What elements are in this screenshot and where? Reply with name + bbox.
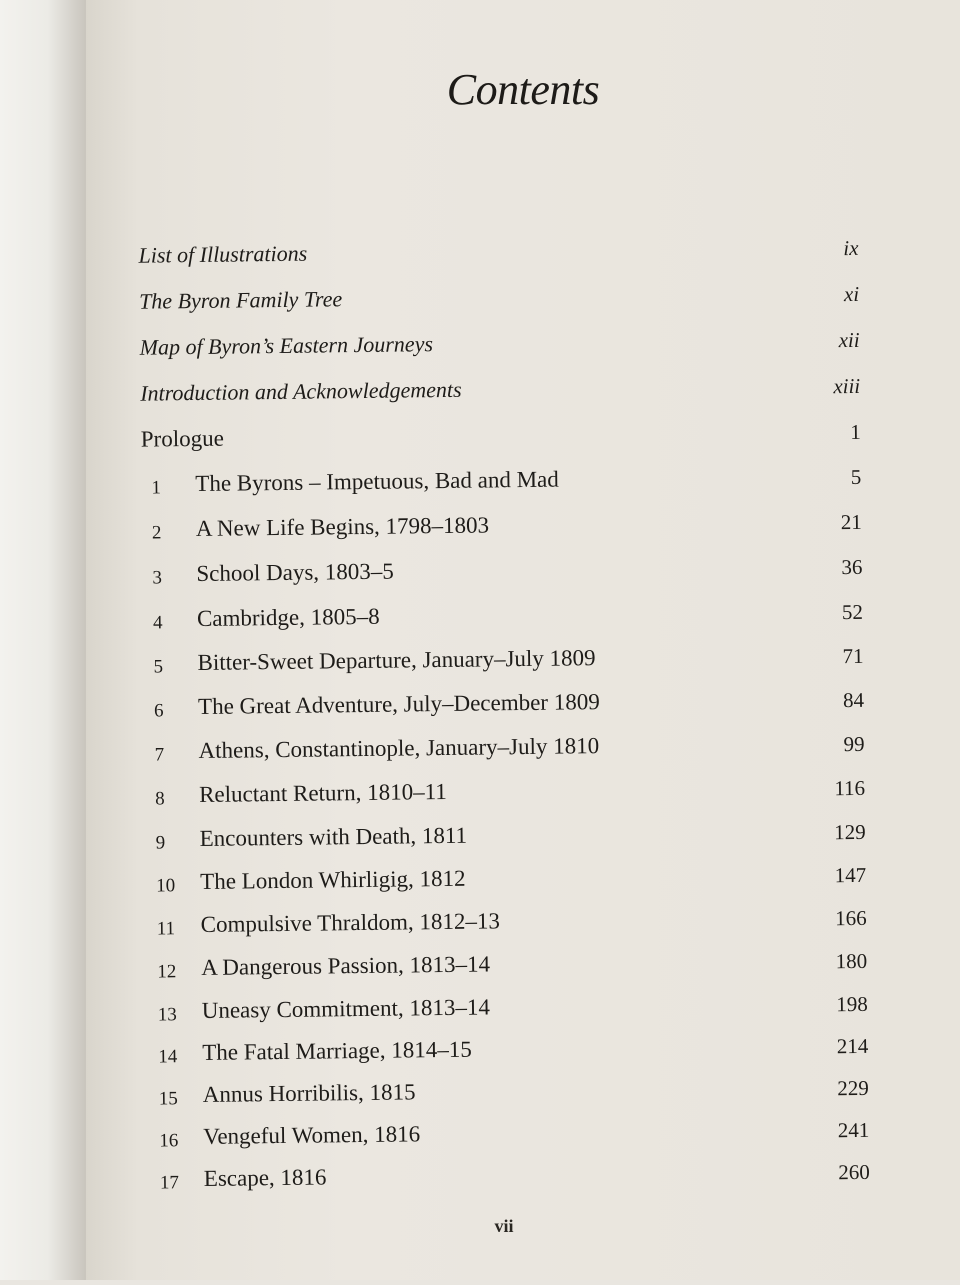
chapter-title: Escape, 1816 — [203, 1164, 327, 1191]
contents-page — [86, 0, 960, 1280]
front-matter-entry — [138, 234, 858, 277]
chapter-page: 180 — [835, 948, 868, 974]
chapter-title: Annus Horribilis, 1815 — [202, 1079, 416, 1107]
chapter-entry — [144, 686, 864, 729]
page-folio: vii — [494, 1216, 514, 1236]
entry-title: The Byron Family Tree — [138, 286, 343, 314]
front-matter-entry — [140, 326, 860, 369]
chapter-entry — [142, 553, 862, 596]
chapter-title: Compulsive Thraldom, 1812–13 — [200, 908, 501, 937]
chapter-entry — [143, 642, 863, 685]
chapter-entry — [146, 818, 866, 861]
chapter-entry — [149, 1116, 869, 1159]
chapter-number: 9 — [155, 832, 166, 854]
chapter-title: The Fatal Marriage, 1814–15 — [202, 1036, 472, 1065]
chapter-page: 21 — [840, 509, 862, 535]
chapter-entry — [149, 1074, 869, 1117]
chapter-number: 14 — [158, 1046, 178, 1068]
chapter-number: 8 — [155, 788, 165, 810]
chapter-entry — [146, 861, 866, 904]
chapter-page: 229 — [837, 1075, 869, 1101]
chapter-number: 16 — [159, 1130, 179, 1152]
chapter-number: 17 — [159, 1172, 180, 1194]
chapter-entry — [150, 1158, 870, 1201]
chapter-page: 241 — [837, 1117, 870, 1143]
chapter-entry — [142, 508, 862, 551]
table-of-contents — [77, 0, 960, 1285]
chapter-page: 214 — [836, 1033, 869, 1059]
chapter-number: 2 — [151, 522, 162, 544]
chapter-number: 13 — [157, 1004, 177, 1026]
page-title: Contents — [446, 65, 600, 114]
chapter-entry — [145, 774, 865, 817]
chapter-title: The Great Adventure, July–December 1809 — [197, 689, 600, 720]
chapter-entry — [147, 947, 867, 990]
chapter-page: 129 — [833, 819, 866, 845]
chapter-title: Encounters with Death, 1811 — [199, 822, 468, 851]
chapter-number: 12 — [157, 961, 177, 983]
chapter-entry — [148, 990, 868, 1033]
chapter-page: 147 — [834, 862, 867, 888]
chapter-number: 15 — [158, 1088, 178, 1110]
chapter-number: 6 — [153, 700, 164, 722]
chapter-number: 1 — [151, 477, 162, 499]
chapter-title: Bitter-Sweet Departure, January–July 1809 — [197, 645, 596, 676]
chapter-page: 71 — [842, 643, 864, 669]
chapter-number: 3 — [152, 567, 163, 589]
facing-page-edge — [0, 0, 86, 1280]
entry-title: List of Illustrations — [138, 240, 308, 268]
chapter-title: A Dangerous Passion, 1813–14 — [201, 951, 491, 980]
chapter-page: 198 — [836, 991, 868, 1017]
chapter-entry — [143, 598, 863, 641]
chapter-page: 5 — [850, 464, 862, 490]
chapter-entry — [148, 1032, 868, 1075]
chapter-page: 36 — [841, 554, 863, 580]
entry-title: Introduction and Acknowledgements — [140, 376, 462, 406]
entry-title: Map of Byron’s Eastern Journeys — [139, 331, 434, 360]
chapter-title: The Byrons – Impetuous, Bad and Mad — [195, 466, 559, 497]
prologue-entry — [141, 418, 861, 461]
entry-page: xii — [838, 327, 860, 353]
chapter-number: 11 — [156, 918, 176, 940]
entry-page: 1 — [850, 419, 861, 445]
chapter-title: School Days, 1803–5 — [196, 558, 394, 587]
chapter-page: 99 — [843, 731, 865, 757]
chapter-title: Reluctant Return, 1810–11 — [198, 778, 447, 807]
chapter-title: Cambridge, 1805–8 — [196, 603, 380, 632]
chapter-number: 7 — [154, 744, 165, 766]
chapter-page: 166 — [835, 905, 867, 931]
chapter-page: 116 — [834, 775, 866, 801]
chapter-number: 5 — [153, 656, 164, 678]
entry-page: xi — [843, 281, 860, 307]
entry-title: Prologue — [140, 425, 224, 452]
chapter-entry — [147, 904, 867, 947]
chapter-title: Vengeful Women, 1816 — [203, 1121, 421, 1149]
chapter-number: 4 — [152, 612, 163, 634]
front-matter-entry — [139, 280, 859, 323]
chapter-title: Uneasy Commitment, 1813–14 — [201, 994, 491, 1023]
entry-page: xiii — [833, 373, 861, 399]
chapter-number: 10 — [156, 875, 176, 897]
chapter-page: 260 — [838, 1159, 870, 1185]
chapter-entry — [141, 463, 861, 506]
chapter-page: 52 — [841, 599, 864, 625]
front-matter-entry — [140, 372, 860, 415]
chapter-entry — [144, 730, 864, 773]
chapter-title: The London Whirligig, 1812 — [200, 865, 466, 894]
chapter-title: A New Life Begins, 1798–1803 — [195, 512, 490, 542]
chapter-page: 84 — [842, 687, 865, 713]
chapter-title: Athens, Constantinople, January–July 1810 — [198, 733, 600, 764]
entry-page: ix — [843, 235, 859, 261]
